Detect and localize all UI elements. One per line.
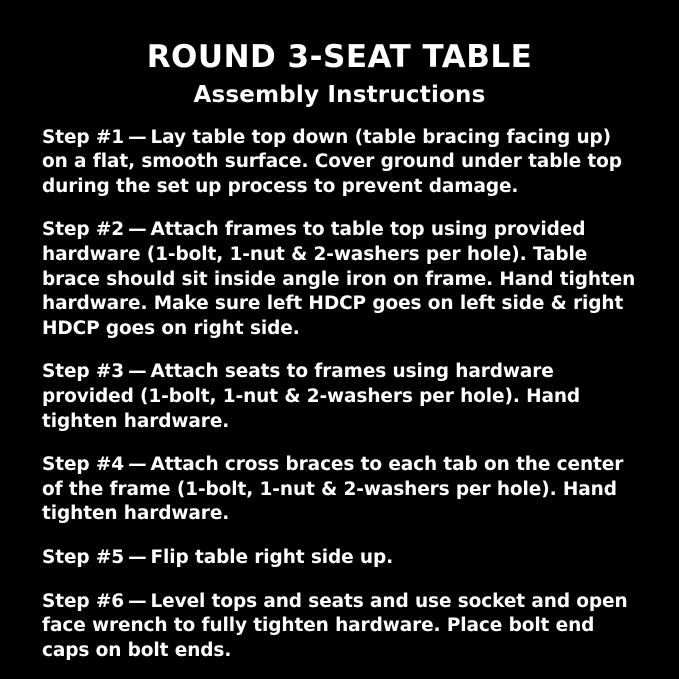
- list-item: [42, 453, 637, 527]
- list-item: [42, 218, 637, 341]
- step-label: Step #6: [42, 590, 125, 612]
- step-label: Step #5: [42, 547, 125, 568]
- step-separator: —: [128, 547, 147, 568]
- step-separator: —: [128, 590, 147, 612]
- step-separator: —: [128, 219, 147, 241]
- list-item: [42, 546, 637, 571]
- step-text: Attach seats to frames using hardware provided (1-bolt, 1-nut & 2-washers per hole). Hand tighten hardware.: [42, 361, 581, 432]
- step-label: Step #4: [42, 454, 125, 476]
- step-separator: —: [128, 361, 147, 383]
- step-text: Attach frames to table top using provided hardware (1-bolt, 1-nut & 2-washers per hole). Table brace should sit inside angle iron on frame. Hand tighten hardware. Make sure left HDCP goes on left side & right HDCP goes on right side.: [42, 219, 636, 339]
- step-text: Attach cross braces to each tab on the center of the frame (1-bolt, 1-nut & 2-washers per hole). Hand tighten hardware.: [42, 454, 624, 525]
- step-separator: —: [128, 454, 147, 476]
- step-text: Lay table top down (table bracing facing up) on a flat, smooth surface. Cover ground under table top during the set up process to prevent damage.: [42, 126, 622, 197]
- step-separator: —: [128, 126, 147, 148]
- list-item: [42, 590, 637, 664]
- step-text: Level tops and seats and use socket and open face wrench to fully tighten hardware. Place bolt end caps on bolt ends.: [42, 590, 628, 661]
- step-label: Step #2: [42, 219, 125, 241]
- list-item: [42, 126, 637, 200]
- page-title: ROUND 3-SEAT TABLE: [146, 39, 533, 75]
- step-text: Flip table right side up.: [150, 547, 394, 568]
- step-label: Step #1: [42, 126, 125, 148]
- list-item: [42, 360, 637, 434]
- page-subtitle: Assembly Instructions: [193, 82, 486, 109]
- steps-list: [42, 126, 637, 664]
- step-label: Step #3: [42, 361, 125, 383]
